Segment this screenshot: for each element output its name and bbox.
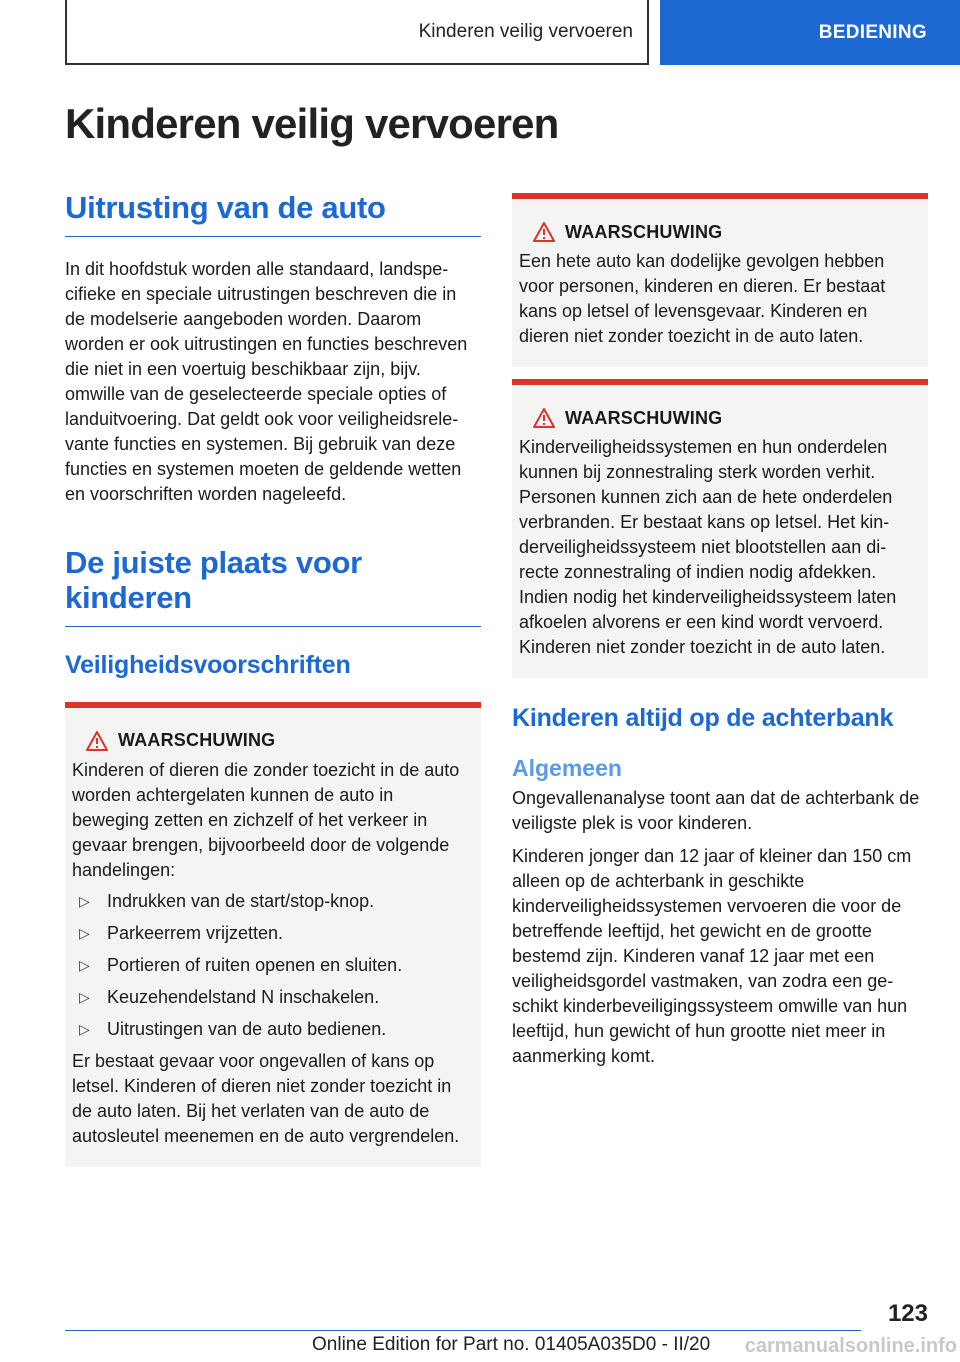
heading-rear-seat: Kinderen altijd op de achterbank xyxy=(512,704,894,732)
page-title: Kinderen veilig vervoeren xyxy=(65,100,559,147)
warning-box-sun-heat xyxy=(512,379,928,678)
left-column xyxy=(65,190,481,1167)
warning-actions-list xyxy=(72,889,473,1042)
header-section-box xyxy=(65,0,649,65)
equipment-paragraph: In dit hoofdstuk worden alle standaard, landspecifieke en speciale uitrustingen beschreven die in de modelserie aangeboden worden. Daarom worden er ook uitrustingen en functies beschreven die niet in een voertuig beschikbaar zijn, bijv. omwille van de geselecteerde speciale opties of landuitvoering. Dat geldt ook voor veiligheidsrelevante functies en systemen. Bij gebruik van deze functies en systemen moeten de geldende wetten en voorschriften worden nageleefd. xyxy=(65,258,468,504)
footer-edition: Online Edition for Part no. 01405A035D0 - II/20 xyxy=(312,1334,711,1355)
warning-title: WAARSCHUWING xyxy=(118,730,276,751)
warning-header xyxy=(519,405,920,431)
footer-divider xyxy=(65,1330,861,1331)
heading-equipment: Uitrusting van de auto xyxy=(65,190,481,237)
triangle-bullet-icon: ▷ xyxy=(79,1020,90,1037)
list-item xyxy=(72,889,473,914)
watermark: carmanualsonline.info xyxy=(744,1335,957,1357)
warning-outro: Er bestaat gevaar voor ongevallen of kans op letsel. Kinderen of dieren niet zonder toezicht in de auto laten. Bij het verlaten van de auto de autosleutel meenemen en de auto vergrendelen. xyxy=(72,1050,460,1146)
warning-intro: Kinderen of dieren die zonder toezicht in de auto worden achtergelaten kunnen de auto in beweging zetten en zichzelf of het verkeer in gevaar brengen, bijvoorbeeld door de volgende handelingen: xyxy=(72,759,460,880)
list-item-text: Parkeerrem vrijzetten. xyxy=(107,922,284,943)
warning-text: Kinderveiligheidssystemen en hun onderdelen kunnen bij zonnestraling sterk worden verhit. Personen kunnen zich aan de hete onderdelen verbranden. Er bestaat kans op letsel. Het kinderveiligheidssysteem niet blootstellen aan directe zonnestraling of indien nodig afdekken. Indien nodig het kinderveiligheidssysteem laten afkoelen alvorens er een kind wordt vervoerd. Kinderen niet zonder toezicht in de auto laten. xyxy=(519,437,897,657)
list-item xyxy=(72,1017,473,1042)
right-column xyxy=(512,193,928,1069)
general-paragraph-2: Kinderen jonger dan 12 jaar of kleiner dan 150 cm alleen op de achterbank in geschikte kinderveiligheidssystemen vervoeren die voor de betreffende leeftijd, het gewicht en de grootte bestemd zijn. Kinderen vanaf 12 jaar met een veiligheidsgordel vastmaken, van zodra een geschikt kinderbeveiligingssysteem omwille van hun leeftijd, hun gewicht of hun grootte niet meer in aanmerking komt. xyxy=(512,846,912,1066)
heading-general: Algemeen xyxy=(512,755,622,781)
triangle-bullet-icon: ▷ xyxy=(79,924,90,941)
list-item-text: Indrukken van de start/stop-knop. xyxy=(107,890,375,911)
warning-triangle-icon xyxy=(519,405,559,431)
list-item xyxy=(72,953,473,978)
warning-triangle-icon xyxy=(72,728,112,754)
heading-place-for-children: De juiste plaats voor kinderen xyxy=(65,545,481,627)
warning-header xyxy=(519,219,920,245)
list-item-text: Keuzehendelstand N inschakelen. xyxy=(107,986,380,1007)
list-item xyxy=(72,921,473,946)
warning-text: Een hete auto kan dodelijke gevolgen hebben voor personen, kinderen en dieren. Er bestaat kans op letsel of levensgevaar. Kinderen en dieren niet zonder toezicht in de auto laten. xyxy=(519,251,886,346)
triangle-bullet-icon: ▷ xyxy=(79,988,90,1005)
list-item-text: Portieren of ruiten openen en sluiten. xyxy=(107,954,403,975)
general-paragraph-1: Ongevallenanalyse toont aan dat de achterbank de veiligste plek is voor kinderen. xyxy=(512,788,920,833)
triangle-bullet-icon: ▷ xyxy=(79,892,90,909)
header-chapter-tab[interactable] xyxy=(660,0,960,65)
list-item xyxy=(72,985,473,1010)
header-chapter-label: BEDIENING xyxy=(818,21,927,43)
header-section-title: Kinderen veilig vervoeren xyxy=(418,20,633,42)
warning-title: WAARSCHUWING xyxy=(565,407,723,428)
triangle-bullet-icon: ▷ xyxy=(79,956,90,973)
warning-title: WAARSCHUWING xyxy=(565,221,723,242)
warning-header xyxy=(72,728,473,754)
warning-box-unattended xyxy=(65,702,481,1167)
warning-box-hot-car xyxy=(512,193,928,367)
warning-triangle-icon xyxy=(519,219,559,245)
heading-safety-rules: Veiligheidsvoorschriften xyxy=(65,650,351,679)
list-item-text: Uitrustingen van de auto bedienen. xyxy=(107,1018,387,1039)
page-number: 123 xyxy=(887,1300,928,1327)
